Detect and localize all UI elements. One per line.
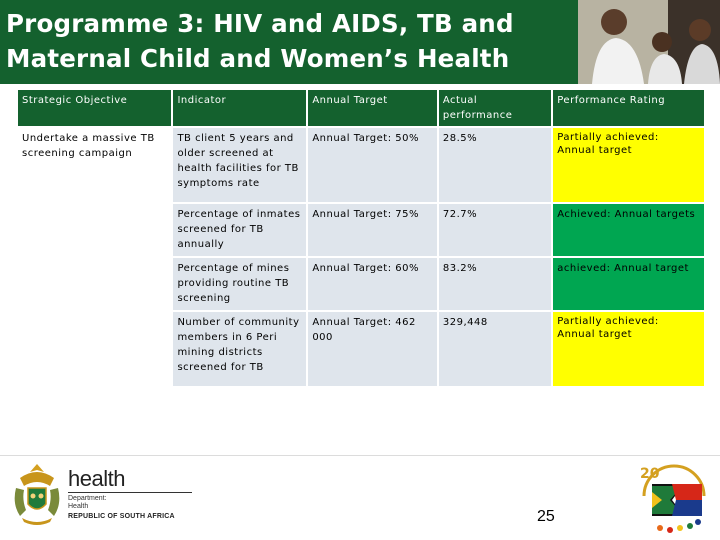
indicator-cell: Percentage of mines providing routine TB screening [173,258,306,310]
health-logo-word: health [68,466,125,491]
page-number: 25 [537,508,555,525]
table-header-row [18,90,704,126]
header-actual-performance: Actual performance [439,90,551,126]
performance-rating-cell: Achieved: Annual targets [553,204,704,256]
strategic-objective-empty-cell [18,258,171,310]
twenty-years-freedom-logo [632,456,716,540]
header-annual-target: Annual Target [308,90,437,126]
table-row [18,312,704,386]
coat-of-arms-icon [10,460,64,533]
department-line-1: Department: [68,495,107,502]
indicator-cell: Number of community members in 6 Peri mining districts screened for TB [173,312,306,386]
logo-divider [68,492,192,493]
footer-divider [0,455,720,456]
indicator-cell: Percentage of inmates screened for TB annually [173,204,306,256]
header-indicator: Indicator [173,90,306,126]
table-row [18,128,704,202]
programme-performance-table [16,88,706,388]
actual-performance-cell: 28.5% [439,128,551,202]
table-row [18,204,704,256]
annual-target-cell: Annual Target: 50% [308,128,437,202]
annual-target-cell: Annual Target: 462 000 [308,312,437,386]
department-label [68,495,107,511]
annual-target-cell: Annual Target: 75% [308,204,437,256]
indicator-cell: TB client 5 years and older screened at health facilities for TB symptoms rate [173,128,306,202]
table-row [18,258,704,310]
country-label: REPUBLIC OF SOUTH AFRICA [68,513,175,520]
actual-performance-cell: 329,448 [439,312,551,386]
actual-performance-cell: 83.2% [439,258,551,310]
strategic-objective-empty-cell [18,312,171,386]
page-title: Programme 3: HIV and AIDS, TB and Maternal Child and Women’s Health [6,9,514,73]
annual-target-cell: Annual Target: 60% [308,258,437,310]
performance-rating-cell: achieved: Annual target [553,258,704,310]
header-photo [578,0,720,84]
department-line-2: Health [68,503,89,510]
strategic-objective-empty-cell [18,204,171,256]
header-performance-rating: Performance Rating [553,90,704,126]
title-banner [0,0,720,84]
performance-rating-cell: Partially achieved: Annual target [553,128,704,202]
header-strategic-objective: Strategic Objective [18,90,171,126]
strategic-objective-cell: Undertake a massive TB screening campaign [18,128,171,202]
actual-performance-cell: 72.7% [439,204,551,256]
healthcare-photo-illustration [578,0,720,84]
performance-rating-cell: Partially achieved: Annual target [553,312,704,386]
svg-text:20: 20 [640,466,660,482]
